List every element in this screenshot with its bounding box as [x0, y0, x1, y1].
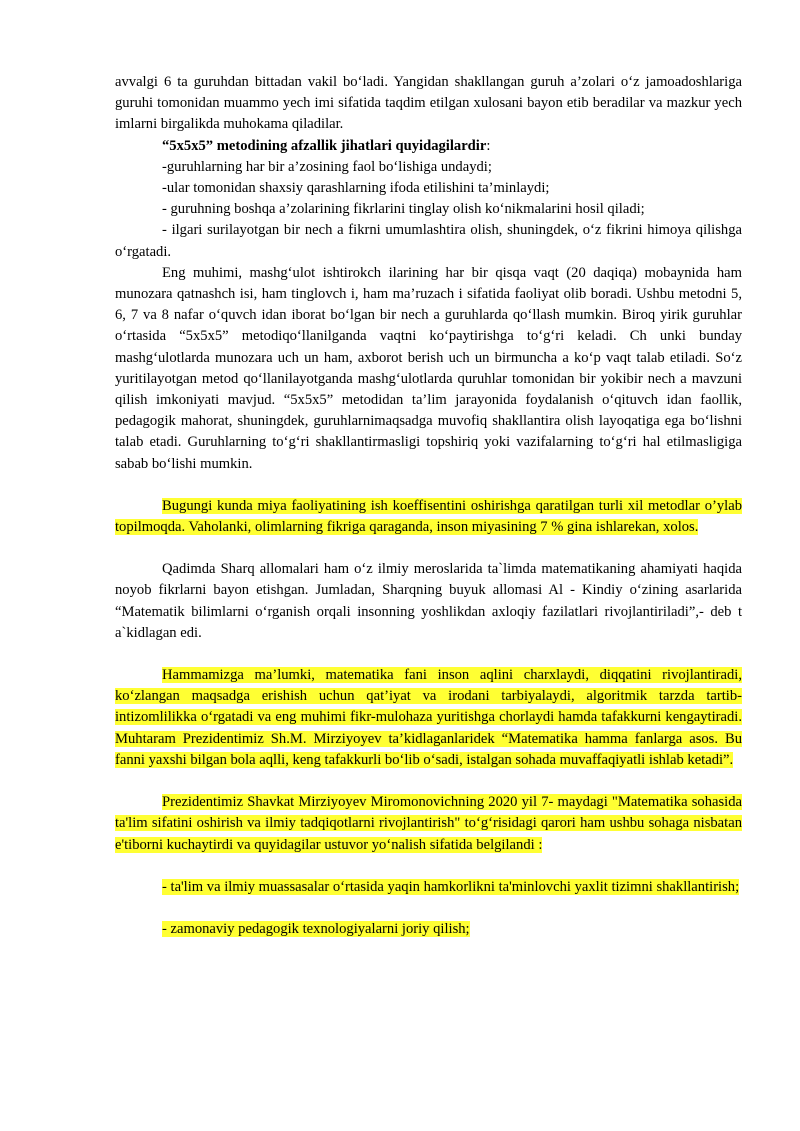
- paragraph-brain-highlighted: Bugungi kunda miya faoliyatining ish koeffisentini oshirishga qaratilgan turli xil metodlar o’ylab topilmoqda. Vaholanki, olimlarning fikriga qaraganda, inson miyasining 7 % gina ishlarekan, xolos.: [115, 497, 742, 536]
- paragraph-east-scholars: Qadimda Sharq allomalari ham o‘z ilmiy meroslarida ta`limda matematikaning ahamiyati haqida noyob fikrlarni bayon etishgan. Jumladan, Sharqning buyuk allomasi Al - Kindiy o‘zining asarlarida “Matematik bilimlarni o‘rganish orqali insonning yoshlikdan axloqiy fazilatlari rivojlantiriladi”,- deb t a`kidlagan edi.: [115, 561, 742, 641]
- advantage-item: -ular tomonidan shaxsiy qarashlarning ifoda etilishini ta’minlaydi;: [162, 180, 550, 197]
- priority-item-highlighted: - ta'lim va ilmiy muassasalar o‘rtasida yaqin hamkorlikni ta'minlovchi yaxlit tizimni shakllantirish;: [162, 878, 740, 895]
- paragraph-intro: avvalgi 6 ta guruhdan bittadan vakil bo‘ladi. Yangidan shakllangan guruh a’zolari o‘z jamoadoshlariga guruhi tomonidan muammo yech imi sifatida taqdim etilgan xulosani bayon etib beradilar va mazkur yech imlarni birgalikda muhokama qiladilar.: [115, 74, 742, 133]
- advantage-item: -guruhlarning har bir a’zosining faol bo‘lishiga undaydi;: [162, 158, 492, 175]
- advantages-heading-text: “5x5x5” metodining afzallik jihatlari quyidagilardir: [162, 137, 487, 154]
- document-page: [115, 72, 742, 940]
- paragraph-mathematics-highlighted: Hammamizga ma’lumki, matematika fani inson aqlini charxlaydi, diqqatini rivojlantiradi, ko‘zlangan maqsadga erishish uchun qat’iyat va irodani tarbiyalaydi, algoritmik tarzda tartib- intizomlilikka o‘rgatadi va eng muhimi fikr-mulohaza yuritishga chorlaydi hamda tafakkurni kengaytiradi. Muhtaram Prezidentimiz Sh.M. Mirziyoyev ta’kidlaganlaridek “Matematika hamma fanlarga asos. Bu fanni yaxshi bilgan bola aqlli, keng tafakkurli bo‘lib o‘sadi, istalgan sohada muvaffaqiyatli ishlab ketadi”.: [115, 667, 742, 768]
- paragraph-decree-highlighted: Prezidentimiz Shavkat Mirziyoyev Miromonovichning 2020 yil 7- maydagi "Matematika sohasida ta'lim sifatini oshirish va ilmiy tadqiqotlarni rivojlantirish" to‘g‘risidagi qarori ham ushbu sohaga nisbatan e'tiborni kuchaytirdi va quyidagilar ustuvor yo‘nalish sifatida belgilandi :: [115, 794, 742, 853]
- advantages-heading: “5x5x5” metodining afzallik jihatlari quyidagilardir:: [162, 137, 491, 154]
- paragraph-5x5x5-details: Eng muhimi, mashg‘ulot ishtirokch ilarining har bir qisqa vaqt (20 daqiqa) mobaynida ham munozara qatnashch isi, ham tinglovch i, ham ma’ruzach i sifatida faoliyat olib boradi. Ushbu metodni 5, 6, 7 va 8 nafar o‘quvch idan iborat bo‘lgan bir nech a guruhlarda qo‘llash mumkin. Biroq yirik guruhlar o‘rtasida “5x5x5” metodiqo‘llanilganda vaqtni ko‘paytirishga to‘g‘ri keladi. Ch unki bunday mashg‘ulotlarda munozara uch un ham, axborot berish uch un birmuncha a ko‘p vaqt talab etiladi. So‘z yuritilayotgan metod qo‘llanilayotganda mashg‘ulotlarda quruhlar tomonidan bir yokibir nech a mavzuni qilish imkoniyati mavjud. “5x5x5” metodidan ta’lim jarayonida foydalanish o‘qituvch idan faollik, pedagogik mahorat, shuningdek, guruhlarnimaqsadga muvofiq shakllantira olish layoqatiga ega bo‘lishni talab etadi. Guruhlarning to‘g‘ri shakllantirmasligi topshiriq yoki vazifalarning to‘g‘ri hal etilmasligiga sabab bo‘lishi mumkin.: [115, 264, 742, 472]
- priority-item-highlighted: - zamonaviy pedagogik texnologiyalarni joriy qilish;: [162, 920, 470, 937]
- advantage-item: - guruhning boshqa a’zolarining fikrlarini tinglay olish ko‘nikmalarini hosil qiladi;: [162, 201, 645, 218]
- advantage-item: - ilgari surilayotgan bir nech a fikrni umumlashtira olish, shuningdek, o‘z fikrini himoya qilishga o‘rgatadi.: [115, 222, 742, 260]
